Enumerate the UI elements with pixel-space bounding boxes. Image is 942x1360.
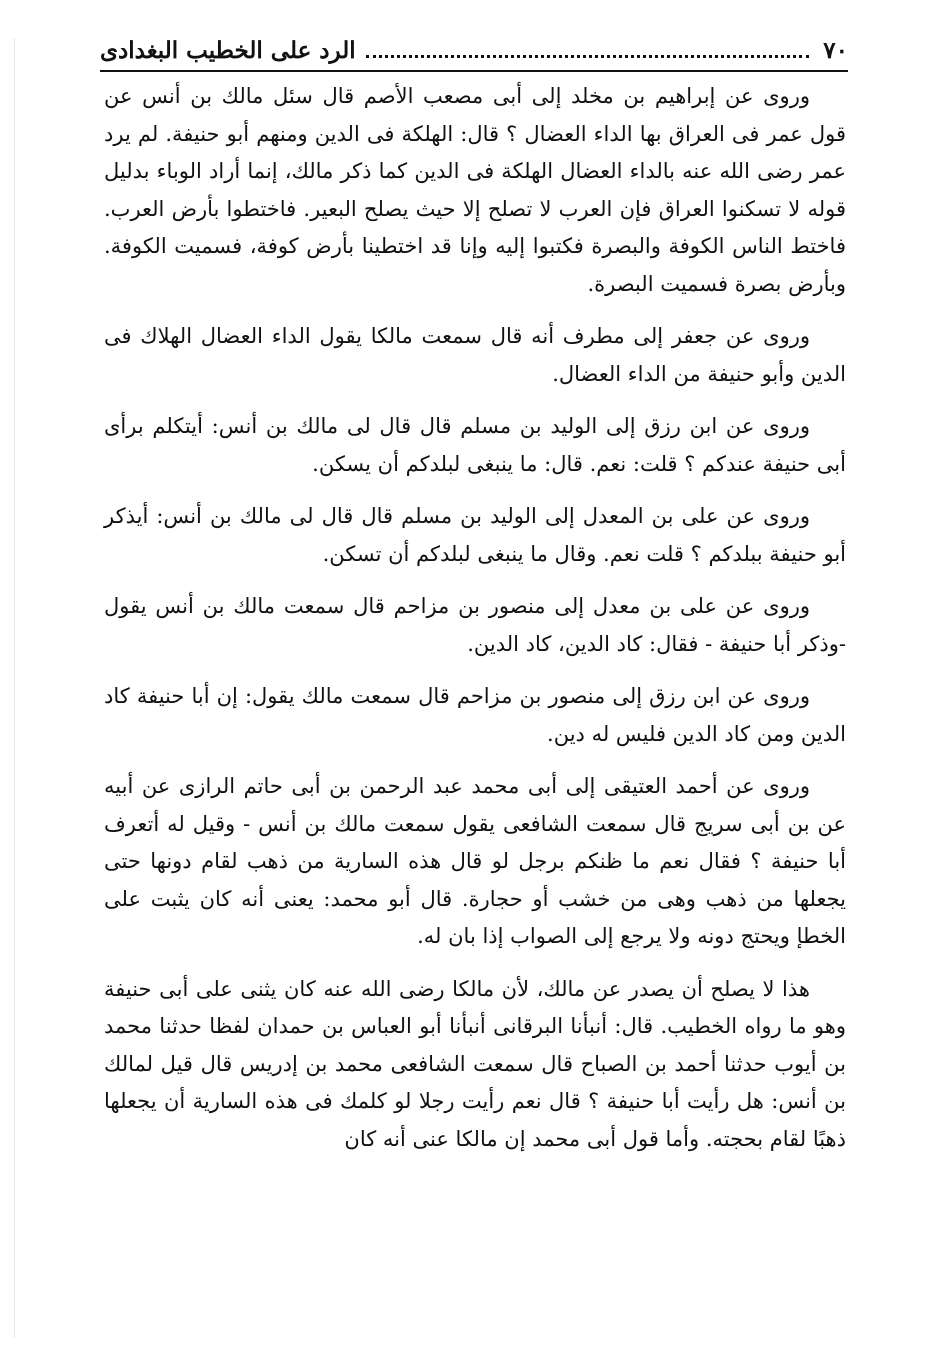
- header-rule: [100, 70, 848, 72]
- paragraph-6: وروى عن ابن رزق إلى منصور بن مزاحم قال سمعت مالك يقول: إن أبا حنيفة كاد الدين ومن كاد الدين فليس له دين.: [104, 684, 846, 746]
- paragraph-3: وروى عن ابن رزق إلى الوليد بن مسلم قال قال لى مالك بن أنس: أيتكلم برأى أبى حنيفة عندكم ؟ قلت: نعم. قال: ما ينبغى لبلدكم أن يسكن.: [104, 414, 846, 476]
- paragraph-7: وروى عن أحمد العتيقى إلى أبى محمد عبد الرحمن بن أبى حاتم الرازى عن أبيه عن بن أبى سريج قال سمعت الشافعى يقول سمعت مالك بن أنس - وقيل له أتعرف أبا حنيفة ؟ فقال نعم ما ظنكم برجل لو قال هذه السارية من ذهب لقام دونها حتى يجعلها من ذهب وهى من خشب أو حجارة. قال أبو محمد: يعنى أنه كان يثبت على الخطإ ويحتج دونه ولا يرجع إلى الصواب إذا بان له.: [104, 774, 846, 948]
- page-header: [100, 34, 848, 66]
- body-text: [104, 78, 846, 1173]
- paragraph-1: وروى عن إبراهيم بن مخلد إلى أبى مصعب الأصم قال سئل مالك بن أنس عن قول عمر فى العراق بها الداء العضال ؟ قال: الهلكة فى الدين ومنهم أبو حنيفة. لم يرد عمر رضى الله عنه بالداء العضال الهلكة فى الدين كما ذكر مالك، إنما أراد الوباء بدليل قوله لا تسكنوا العراق فإن العرب لا تصلح إلا حيث يصلح البعير. فاختطوا بأرض العرب. فاختط الناس الكوفة والبصرة فكتبوا إليه وإنا قد اختطينا بأرض كوفة، فسميت الكوفة. وبأرض بصرة فسميت البصرة.: [104, 84, 846, 296]
- paragraph-5: وروى عن على بن معدل إلى منصور بن مزاحم قال سمعت مالك بن أنس يقول -وذكر أبا حنيفة - فقال: كاد الدين، كاد الدين.: [104, 594, 846, 656]
- page-number: ٧٠: [823, 36, 848, 64]
- running-title: الرد على الخطيب البغدادى: [100, 36, 356, 64]
- paragraph-4: وروى عن على بن المعدل إلى الوليد بن مسلم قال قال لى مالك بن أنس: أيذكر أبو حنيفة ببلدكم ؟ قلت نعم. وقال ما ينبغى لبلدكم أن تسكن.: [104, 504, 846, 566]
- paragraph-2: وروى عن جعفر إلى مطرف أنه قال سمعت مالكا يقول الداء العضال الهلاك فى الدين وأبو حنيفة من الداء العضال.: [104, 324, 846, 386]
- scan-margin-line: [14, 38, 15, 1338]
- paragraph-8: هذا لا يصلح أن يصدر عن مالك، لأن مالكا رضى الله عنه كان يثنى على أبى حنيفة وهو ما رواه الخطيب. قال: أنبأنا البرقانى أنبأنا أبو العباس بن حمدان لفظا حدثنا محمد بن أيوب حدثنا أحمد بن الصباح قال سمعت الشافعى محمد بن إدريس قال قيل لمالك بن أنس: هل رأيت أبا حنيفة ؟ قال نعم رأيت رجلا لو كلمك فى هذه السارية أن يجعلها ذهبًا لقام بحجته. وأما قول أبى محمد إن مالكا عنى أنه كان: [104, 976, 846, 1151]
- dotted-leader: [366, 52, 810, 58]
